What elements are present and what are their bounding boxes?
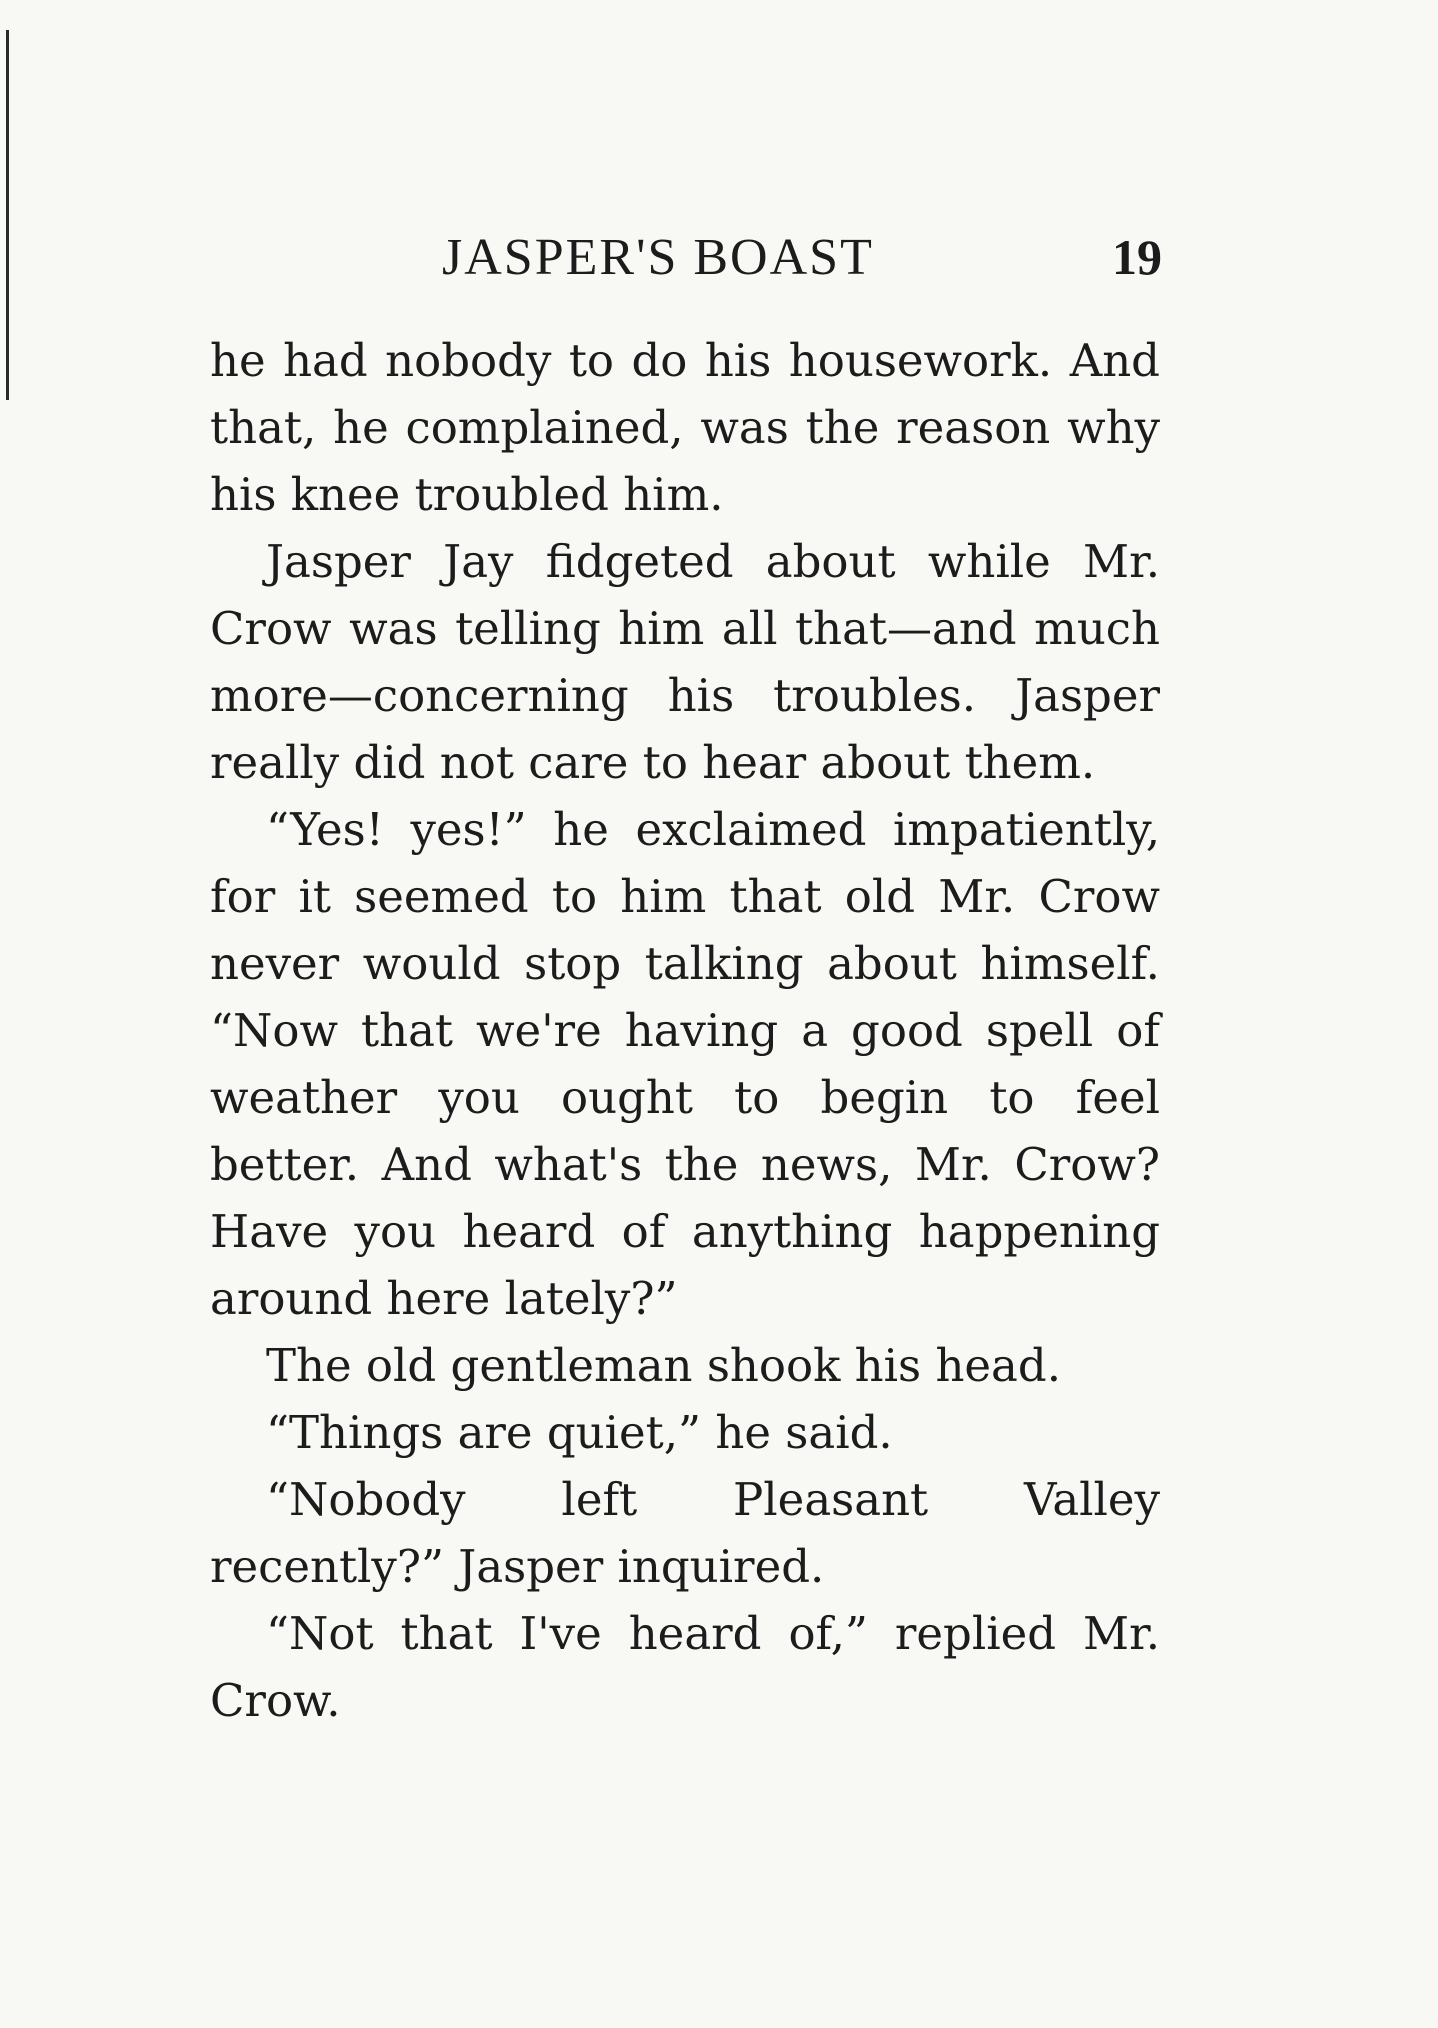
paragraph: he had nobody to do his housework. And that, he complained, was the reason why his knee troubled him. xyxy=(210,334,1160,521)
paragraph: Jasper Jay fidgeted about while Mr. Crow was telling him all that—and much more—concerning his troubles. Jasper really did not care to hear about them. xyxy=(210,535,1160,789)
paragraph: “Nobody left Pleasant Valley recently?” Jasper inquired. xyxy=(210,1473,1160,1593)
page-number: 19 xyxy=(1112,229,1162,285)
running-head-title: JASPER'S BOAST xyxy=(442,229,874,286)
body-text xyxy=(210,327,1160,1734)
running-head xyxy=(210,228,1170,298)
paragraph: The old gentleman shook his head. xyxy=(266,1339,1061,1392)
paragraph: “Things are quiet,” he said. xyxy=(266,1406,893,1459)
paragraph: “Not that I've heard of,” replied Mr. Crow. xyxy=(210,1607,1160,1727)
scan-edge-line xyxy=(6,30,9,400)
paragraph: “Yes! yes!” he exclaimed impatiently, for it seemed to him that old Mr. Crow never would stop talking about himself. “Now that we're having a good spell of weather you ought to begin to feel better. And what's the news, Mr. Crow? Have you heard of anything happening around here lately?” xyxy=(210,803,1160,1325)
